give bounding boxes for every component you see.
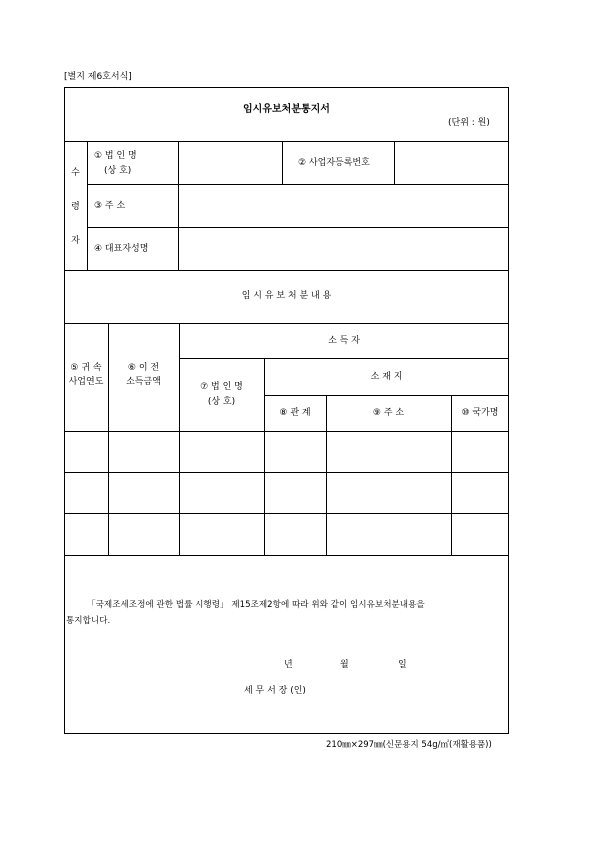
table-cell[interactable] bbox=[66, 433, 107, 471]
col-corp-name-2: (상 호) bbox=[207, 397, 236, 407]
form-label: [별지 제6호서식] bbox=[64, 72, 132, 82]
table-cell[interactable] bbox=[66, 515, 107, 554]
signature-line: 세 무 서 장 (인) bbox=[244, 686, 306, 696]
date-day-label: 일 bbox=[398, 660, 407, 670]
col-income-earner: 소 득 자 bbox=[328, 336, 360, 346]
divider bbox=[179, 358, 509, 359]
divider bbox=[64, 323, 509, 324]
corp-name-label: ① 법 인 명 bbox=[94, 151, 137, 161]
recipient-side-label-2: 령 bbox=[71, 202, 80, 212]
date-month-label: 월 bbox=[340, 660, 349, 670]
col-prior-income-2: 소득금액 bbox=[126, 377, 161, 387]
corp-name-sub-label: (상 호) bbox=[104, 166, 132, 176]
col-location: 소 재 지 bbox=[370, 372, 403, 382]
table-cell[interactable] bbox=[453, 433, 507, 471]
divider bbox=[394, 141, 395, 184]
date-year-label: 년 bbox=[284, 660, 293, 670]
divider bbox=[108, 323, 109, 555]
divider bbox=[451, 395, 452, 555]
notice-line-1: 「국제조세조정에 관한 법률 시행령」 제15조제2항에 따라 위와 같이 임시유보처분내용을 bbox=[87, 600, 425, 610]
table-cell[interactable] bbox=[266, 515, 325, 554]
divider bbox=[64, 555, 509, 556]
table-cell[interactable] bbox=[453, 474, 507, 512]
address-label: ③ 주 소 bbox=[94, 201, 126, 211]
divider bbox=[282, 141, 283, 184]
divider bbox=[178, 141, 179, 270]
table-cell[interactable] bbox=[328, 433, 450, 471]
col-fiscal-year-2: 사업연도 bbox=[68, 377, 104, 387]
form-title: 임시유보처분통지서 bbox=[243, 104, 330, 115]
table-cell[interactable] bbox=[110, 433, 178, 471]
divider bbox=[326, 395, 327, 555]
table-cell[interactable] bbox=[110, 474, 178, 512]
table-cell[interactable] bbox=[266, 433, 325, 471]
paper-spec-footer: 210㎜×297㎜(신문용지 54g/㎡(재활용품)) bbox=[326, 740, 492, 750]
divider bbox=[64, 270, 509, 271]
table-cell[interactable] bbox=[181, 433, 263, 471]
biz-reg-label: ② 사업자등록번호 bbox=[298, 158, 370, 168]
recipient-side-label-3: 자 bbox=[71, 236, 80, 246]
col-country: ⑩ 국가명 bbox=[461, 408, 499, 418]
divider bbox=[64, 472, 509, 473]
col-fiscal-year-1: ⑤ 귀 속 bbox=[70, 363, 102, 373]
table-cell[interactable] bbox=[453, 515, 507, 554]
notice-line-2: 통지합니다. bbox=[66, 616, 111, 626]
table-cell[interactable] bbox=[181, 515, 263, 554]
col-relation: ⑧ 관 계 bbox=[279, 408, 311, 418]
table-cell[interactable] bbox=[328, 515, 450, 554]
col-address: ⑨ 주 소 bbox=[372, 408, 405, 418]
table-cell[interactable] bbox=[266, 474, 325, 512]
col-prior-income-1: ⑥ 이 전 bbox=[127, 363, 160, 373]
corp-name-field[interactable] bbox=[180, 143, 280, 182]
divider bbox=[64, 431, 509, 432]
section-title: 임 시 유 보 처 분 내 용 bbox=[241, 291, 332, 301]
biz-reg-field[interactable] bbox=[396, 143, 507, 182]
table-cell[interactable] bbox=[328, 474, 450, 512]
divider bbox=[64, 513, 509, 514]
table-cell[interactable] bbox=[66, 474, 107, 512]
divider bbox=[64, 141, 509, 142]
address-field[interactable] bbox=[180, 186, 507, 225]
table-cell[interactable] bbox=[181, 474, 263, 512]
table-cell[interactable] bbox=[110, 515, 178, 554]
divider bbox=[264, 395, 509, 396]
divider bbox=[87, 184, 509, 185]
divider bbox=[264, 358, 265, 555]
col-corp-name-1: ⑦ 법 인 명 bbox=[200, 382, 243, 392]
unit-label: (단위 : 원) bbox=[448, 118, 490, 128]
rep-label: ④ 대표자성명 bbox=[94, 244, 149, 254]
rep-field[interactable] bbox=[180, 229, 507, 268]
divider bbox=[87, 227, 509, 228]
divider bbox=[87, 141, 88, 270]
recipient-side-label-1: 수 bbox=[71, 168, 80, 178]
